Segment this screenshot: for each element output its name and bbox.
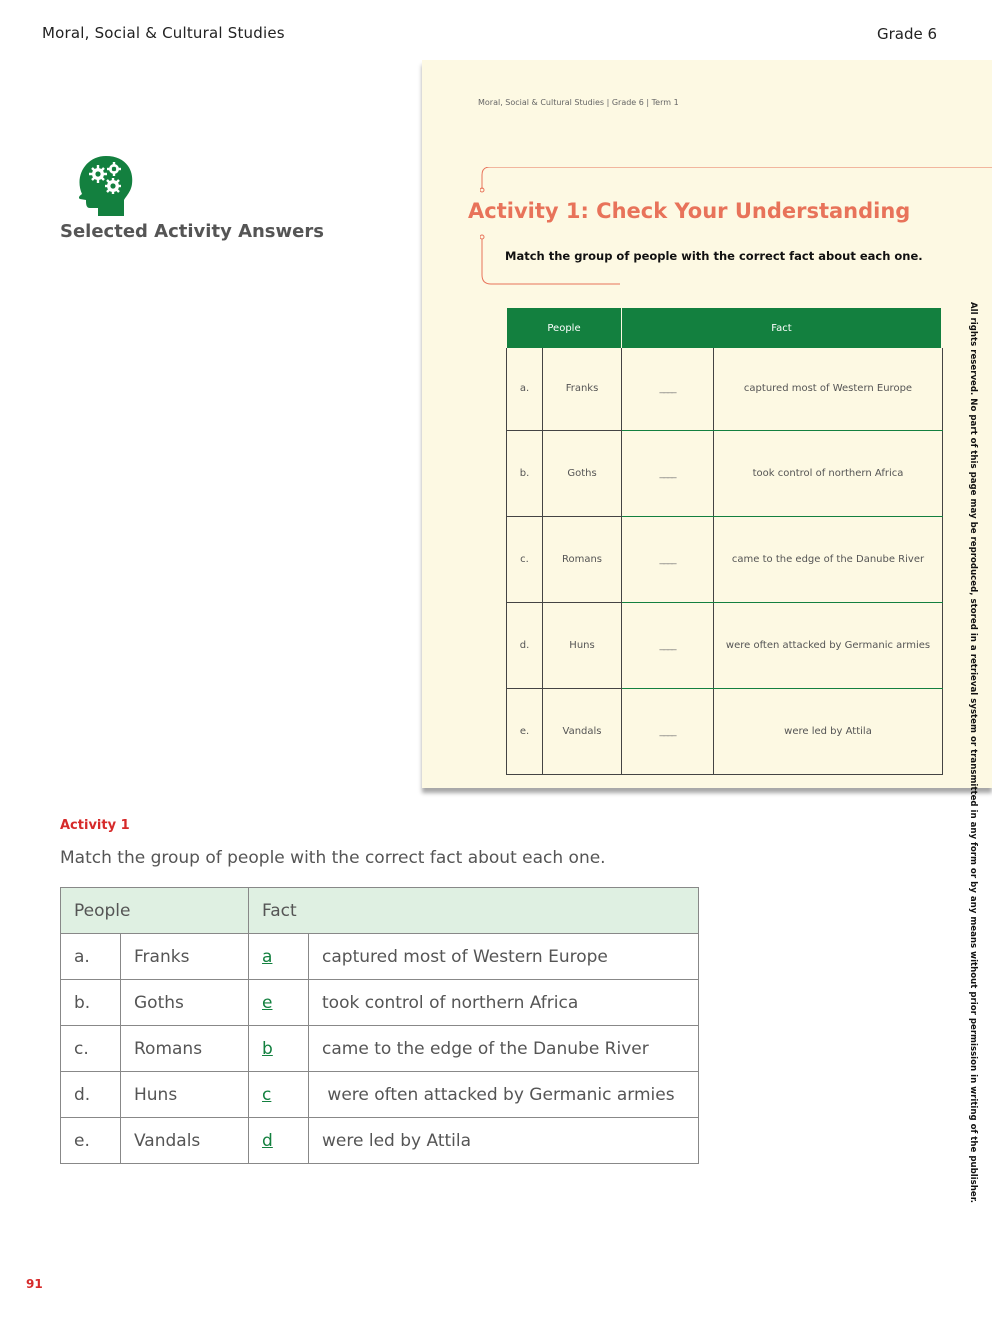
table-row [507,430,943,516]
table-row [61,934,699,980]
row-fact: captured most of Western Europe [309,934,699,980]
row-fact: were often attacked by Germanic armies [714,602,943,688]
row-fact: took control of northern Africa [309,980,699,1026]
row-people: Franks [121,934,249,980]
row-people: Franks [543,348,622,430]
row-answer: e [249,980,309,1026]
row-people: Romans [543,516,622,602]
row-fact: came to the edge of the Danube River [309,1026,699,1072]
row-letter: d. [507,602,543,688]
inset-breadcrumb: Moral, Social & Cultural Studies | Grade 6 | Term 1 [478,98,679,107]
row-letter: e. [507,688,543,774]
row-answer: a [249,934,309,980]
answer-table [60,887,699,1164]
row-blank: ____ [622,688,714,774]
row-people: Vandals [121,1118,249,1164]
inset-header-fact: Fact [622,308,941,348]
rights-notice [964,302,978,1203]
table-row [61,980,699,1026]
row-fact: were led by Attila [714,688,943,774]
row-fact: were led by Attila [309,1118,699,1164]
row-letter: b. [507,430,543,516]
row-letter: c. [61,1026,121,1072]
inset-activity-title: Activity 1: Check Your Understanding [468,199,914,223]
title-frame [480,167,992,285]
row-letter: a. [507,348,543,430]
row-blank: ____ [622,602,714,688]
row-answer: d [249,1118,309,1164]
table-row [507,516,943,602]
brain-gears-icon [76,154,134,218]
row-blank: ____ [622,516,714,602]
row-letter: c. [507,516,543,602]
activity-label: Activity 1 [60,818,130,833]
textbook-page-image [422,60,992,788]
row-people: Huns [543,602,622,688]
table-row [507,348,943,430]
answer-table-header [61,888,699,934]
row-people: Romans [121,1026,249,1072]
row-letter: a. [61,934,121,980]
inset-table [506,348,943,775]
row-letter: b. [61,980,121,1026]
table-row [61,1072,699,1118]
table-row [507,688,943,774]
row-people: Vandals [543,688,622,774]
rights-notice-text: All rights reserved. No part of this page may be reproduced, stored in a retrieval system or transmitted in any form or by any means without prior permission in writing of the publisher. [968,302,978,1203]
row-people: Goths [543,430,622,516]
table-row [61,1118,699,1164]
row-letter: e. [61,1118,121,1164]
table-row [61,1026,699,1072]
row-fact: came to the edge of the Danube River [714,516,943,602]
row-people: Goths [121,980,249,1026]
row-answer: c [249,1072,309,1118]
row-letter: d. [61,1072,121,1118]
row-fact: captured most of Western Europe [714,348,943,430]
row-people: Huns [121,1072,249,1118]
row-blank: ____ [622,430,714,516]
row-fact: were often attacked by Germanic armies [309,1072,699,1118]
inset-header-people: People [507,308,621,348]
header-fact: Fact [249,888,699,934]
inset-instruction: Match the group of people with the correct fact about each one. [505,249,923,263]
row-answer: b [249,1026,309,1072]
section-title: Selected Activity Answers [60,221,324,242]
header-subject: Moral, Social & Cultural Studies [42,24,285,42]
row-fact: took control of northern Africa [714,430,943,516]
table-row [507,602,943,688]
activity-instruction: Match the group of people with the correct fact about each one. [60,848,606,868]
page-number: 91 [26,1277,43,1291]
header-grade: Grade 6 [877,25,938,43]
header-people: People [61,888,249,934]
row-blank: ____ [622,348,714,430]
